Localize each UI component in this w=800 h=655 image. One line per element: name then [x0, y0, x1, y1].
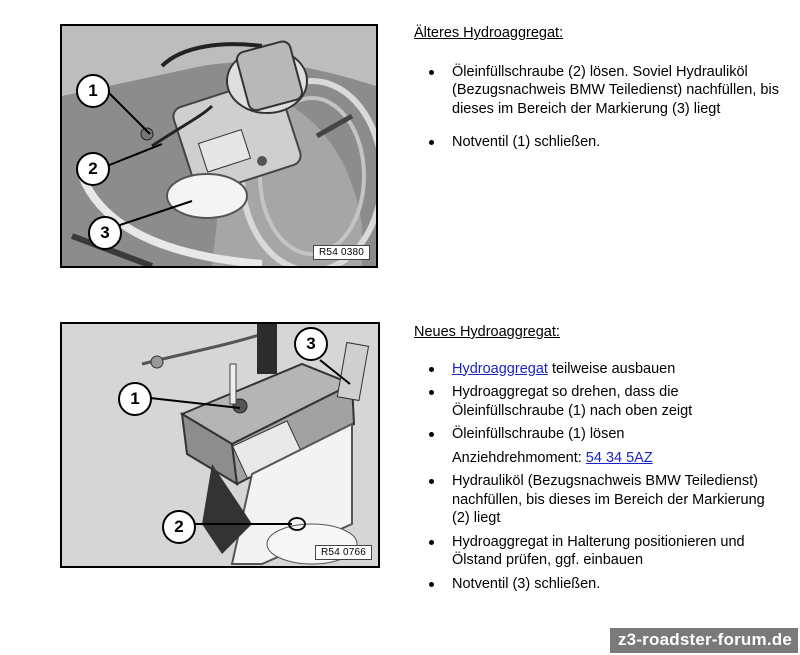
- list-item: Hydroaggregat in Halterung positionieren und Ölstand prüfen, ggf. einbauen: [414, 533, 784, 570]
- figure-code: R54 0380: [313, 245, 370, 260]
- list-item: Öleinfüllschraube (2) lösen. Soviel Hydrauliköl (Bezugsnachweis BMW Teiledienst) nachfüllen, bis dieses im Bereich der Markierung (3) liegt: [414, 63, 784, 119]
- figure-new-hydraulic-unit: [60, 322, 380, 568]
- hydroaggregat-link[interactable]: Hydroaggregat: [452, 360, 548, 377]
- section-heading: Älteres Hydroaggregat:: [414, 25, 564, 41]
- callout-2: 2: [76, 152, 110, 186]
- figure-older-hydraulic-unit: [60, 24, 378, 268]
- torque-label: Anziehdrehmoment:: [452, 449, 586, 466]
- callout-3: 3: [88, 216, 122, 250]
- callout-2: 2: [162, 510, 196, 544]
- torque-spec-link[interactable]: 54 34 5AZ: [585, 449, 653, 466]
- list-item-text: teilweise ausbauen: [547, 360, 676, 377]
- list-item: Notventil (1) schließen.: [414, 133, 784, 152]
- list-item: Hydrauliköl (Bezugsnachweis BMW Teiledienst) nachfüllen, bis dieses im Bereich der Markierung (2) liegt: [414, 472, 784, 528]
- callout-3: 3: [294, 327, 328, 361]
- section-heading: Neues Hydroaggregat:: [414, 324, 560, 340]
- figure-code: R54 0766: [315, 545, 372, 560]
- photo-new-hydraulic-unit: [62, 324, 378, 566]
- section-new-hydraulic-unit: [414, 323, 784, 593]
- section-older-hydraulic-unit: [414, 24, 784, 152]
- torque-note: [414, 449, 784, 468]
- list-item: Notventil (3) schließen.: [414, 575, 784, 594]
- list-item: [414, 360, 784, 379]
- watermark: z3-roadster-forum.de: [610, 628, 798, 653]
- list-item: Öleinfüllschraube (1) lösen: [414, 425, 784, 444]
- instruction-list: [414, 360, 784, 594]
- callout-1: 1: [76, 74, 110, 108]
- instruction-list: [414, 63, 784, 152]
- callout-1: 1: [118, 382, 152, 416]
- list-item: Hydroaggregat so drehen, dass die Öleinfüllschraube (1) nach oben zeigt: [414, 383, 784, 420]
